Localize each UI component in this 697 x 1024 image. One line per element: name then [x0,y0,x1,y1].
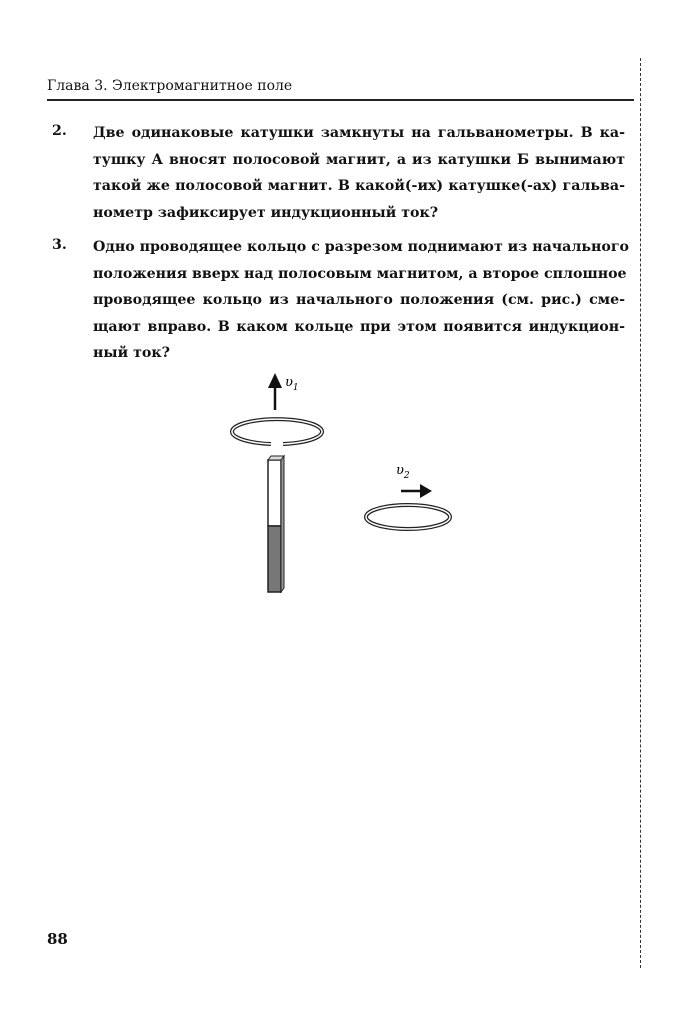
problem-number: 2. [52,123,67,139]
chapter-header: Глава 3. Электромагнитное поле [47,78,293,94]
arrow-right-v2-icon [401,484,432,498]
problem-text-line: такой же полосовой магнит. В какой(-их) катушке(-ах) гальва- [93,178,625,195]
problem-text-line: тушку А вносят полосовой магнит, а из катушки Б вынимают [93,151,625,168]
problem-text-line: ный ток? [93,345,170,362]
v1-label: $\upsilon_1$ [285,375,299,393]
problem-text-line: проводящее кольцо из начального положения (см. рис.) сме- [93,292,625,309]
problem-text-line: положения вверх над полосовым магнитом, а второе сплошное [93,265,627,282]
arrow-up-v1-icon [268,373,282,410]
bar-magnet [268,456,284,592]
split-ring [232,419,322,444]
page-number: 88 [47,930,68,948]
problem-text-line: нометр зафиксирует индукционный ток? [93,204,439,221]
problem-text-line: щают вправо. В каком кольце при этом появится индукцион- [93,318,625,335]
problem-text-line: Одно проводящее кольцо с разрезом поднимают из начального [93,239,629,255]
solid-ring [366,505,450,529]
problem-number: 3. [52,237,67,253]
problem-text-line: Две одинаковые катушки замкнуты на гальванометры. В ка- [93,125,625,141]
v2-label: $\upsilon_2$ [396,463,410,481]
